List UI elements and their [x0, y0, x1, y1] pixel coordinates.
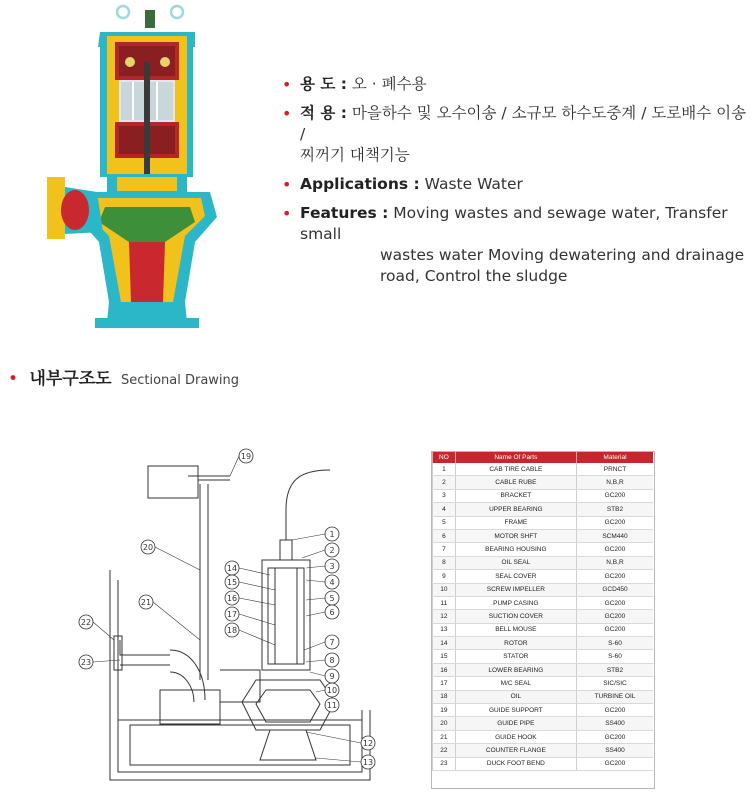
callout-13: 13 [362, 758, 374, 767]
bullet-icon: • [282, 175, 292, 194]
cell-no: 15 [433, 650, 456, 663]
table-row [433, 717, 654, 730]
callout-16: 16 [226, 594, 238, 603]
cell-name: SEAL COVER [455, 570, 576, 583]
callout-12: 12 [362, 739, 374, 748]
section-title-ko: 내부구조도 [29, 369, 112, 389]
cell-no: 14 [433, 637, 456, 650]
cell-material: GC200 [576, 596, 653, 609]
table-row [433, 583, 654, 596]
callout-20: 20 [142, 543, 154, 552]
cell-material: GC200 [576, 757, 653, 770]
cell-material: STB2 [576, 663, 653, 676]
table-row [433, 476, 654, 489]
parts-table [432, 452, 653, 771]
cell-no: 20 [433, 717, 456, 730]
cell-no: 23 [433, 757, 456, 770]
cell-name: GUIDE SUPPORT [455, 704, 576, 717]
features-row [280, 203, 750, 287]
table-row [433, 596, 654, 609]
cell-material: GC200 [576, 516, 653, 529]
cell-no: 7 [433, 543, 456, 556]
callout-21: 21 [140, 598, 152, 607]
table-row [433, 704, 654, 717]
cell-name: UPPER BEARING [455, 503, 576, 516]
cell-no: 12 [433, 610, 456, 623]
cell-no: 22 [433, 744, 456, 757]
cell-material: SIC/SIC [576, 677, 653, 690]
callout-15: 15 [226, 578, 238, 587]
callout-1: 1 [329, 530, 335, 539]
applications-value: Waste Water [424, 175, 523, 193]
applications-label: Applications : [300, 175, 420, 193]
cell-no: 3 [433, 489, 456, 502]
bullet-icon: • [282, 104, 292, 123]
table-row [433, 610, 654, 623]
callout-7: 7 [329, 638, 335, 647]
callout-19: 19 [240, 452, 252, 461]
features-value-line1: Moving wastes and sewage water, Transfer small [300, 204, 728, 243]
callout-17: 17 [226, 610, 238, 619]
table-row [433, 570, 654, 583]
cell-name: BEARING HOUSING [455, 543, 576, 556]
cell-material: GC200 [576, 610, 653, 623]
table-row [433, 503, 654, 516]
cell-no: 2 [433, 476, 456, 489]
cell-name: MOTOR SHFT [455, 529, 576, 542]
features-value-line3: road, Control the sludge [380, 267, 568, 285]
cell-material: STB2 [576, 503, 653, 516]
cell-material: SS400 [576, 744, 653, 757]
section-title [8, 364, 239, 389]
apply-row [280, 103, 750, 166]
cell-material: S-60 [576, 637, 653, 650]
bullet-icon: • [282, 204, 292, 223]
cell-name: DUCK FOOT BEND [455, 757, 576, 770]
cell-name: FRAME [455, 516, 576, 529]
bullet-icon: • [282, 75, 292, 94]
cell-no: 1 [433, 463, 456, 476]
cell-name: M/C SEAL [455, 677, 576, 690]
bullet-icon: • [8, 369, 19, 389]
table-row [433, 744, 654, 757]
header-no: NO [433, 452, 456, 463]
table-row [433, 556, 654, 569]
callout-22: 22 [80, 618, 92, 627]
callout-3: 3 [329, 562, 335, 571]
table-header-row [433, 452, 654, 463]
table-row [433, 730, 654, 743]
cell-no: 8 [433, 556, 456, 569]
callout-10: 10 [326, 686, 338, 695]
callout-5: 5 [329, 594, 335, 603]
cell-no: 6 [433, 529, 456, 542]
sectional-drawing [70, 440, 390, 792]
table-row [433, 516, 654, 529]
cell-name: GUIDE PIPE [455, 717, 576, 730]
cell-no: 17 [433, 677, 456, 690]
cell-material: N,B,R [576, 476, 653, 489]
apply-label: 적 용 : [300, 104, 347, 122]
callout-23: 23 [80, 658, 92, 667]
table-row [433, 663, 654, 676]
callout-18: 18 [226, 626, 238, 635]
table-row [433, 463, 654, 476]
cell-no: 16 [433, 663, 456, 676]
product-info [280, 74, 750, 295]
callout-2: 2 [329, 546, 335, 555]
callout-9: 9 [329, 672, 335, 681]
header-name: Name Of Parts [455, 452, 576, 463]
cell-no: 10 [433, 583, 456, 596]
features-label: Features : [300, 204, 389, 222]
table-row [433, 637, 654, 650]
apply-value-line1: 마을하수 및 오수이송 / 소규모 하수도중계 / 도로배수 이송 / [300, 104, 747, 143]
table-row [433, 677, 654, 690]
table-row [433, 543, 654, 556]
cell-material: N,B,R [576, 556, 653, 569]
cell-material: SCM440 [576, 529, 653, 542]
cell-no: 18 [433, 690, 456, 703]
pump-cutaway-illustration [45, 2, 230, 347]
applications-row [280, 174, 750, 195]
cell-name: PUMP CASING [455, 596, 576, 609]
table-row [433, 690, 654, 703]
cell-material: GC200 [576, 570, 653, 583]
table-row [433, 650, 654, 663]
callout-11: 11 [326, 701, 338, 710]
cell-name: CAB TIRE CABLE [455, 463, 576, 476]
cell-name: ROTOR [455, 637, 576, 650]
usage-label: 용 도 : [300, 75, 347, 93]
callout-8: 8 [329, 656, 335, 665]
cell-name: LOWER BEARING [455, 663, 576, 676]
callout-14: 14 [226, 564, 238, 573]
cell-material: PRNCT [576, 463, 653, 476]
table-row [433, 757, 654, 770]
cell-name: OIL [455, 690, 576, 703]
cell-material: GC200 [576, 623, 653, 636]
cell-no: 9 [433, 570, 456, 583]
header-material: Material [576, 452, 653, 463]
cell-name: STATOR [455, 650, 576, 663]
features-value-line2: wastes water Moving dewatering and drainage [380, 246, 745, 264]
cell-name: BELL MOUSE [455, 623, 576, 636]
callout-6: 6 [329, 608, 335, 617]
usage-value: 오 · 폐수용 [351, 75, 427, 93]
cell-name: OIL SEAL [455, 556, 576, 569]
cell-material: TURBINE OIL [576, 690, 653, 703]
cell-no: 4 [433, 503, 456, 516]
cell-material: GC200 [576, 730, 653, 743]
usage-row [280, 74, 750, 95]
table-row [433, 529, 654, 542]
cell-no: 19 [433, 704, 456, 717]
cell-name: COUNTER FLANGE [455, 744, 576, 757]
table-row [433, 623, 654, 636]
cell-material: SS400 [576, 717, 653, 730]
apply-value-line2: 찌꺼기 대책기능 [300, 146, 410, 164]
cell-material: GC200 [576, 543, 653, 556]
callout-4: 4 [329, 578, 335, 587]
cell-no: 13 [433, 623, 456, 636]
cell-name: GUIDE HOOK [455, 730, 576, 743]
cell-name: SCREW IMPELLER [455, 583, 576, 596]
cell-no: 11 [433, 596, 456, 609]
cell-material: GCD450 [576, 583, 653, 596]
cell-material: GC200 [576, 704, 653, 717]
cell-no: 5 [433, 516, 456, 529]
cell-material: S-60 [576, 650, 653, 663]
cell-name: BRACKET [455, 489, 576, 502]
cell-no: 21 [433, 730, 456, 743]
table-row [433, 489, 654, 502]
cell-material: GC200 [576, 489, 653, 502]
cell-name: CABLE RUBE [455, 476, 576, 489]
section-title-en: Sectional Drawing [120, 373, 240, 388]
cell-name: SUCTION COVER [455, 610, 576, 623]
